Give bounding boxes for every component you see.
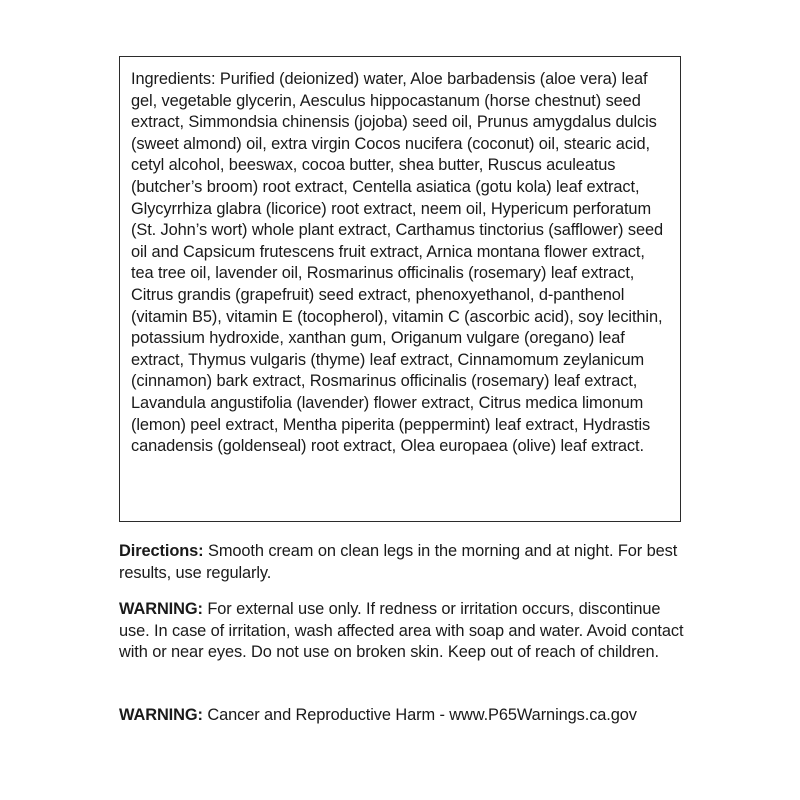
prop65-warning bbox=[119, 705, 689, 727]
directions-text: Smooth cream on clean legs in the morning and at night. For best results, use regularly. bbox=[119, 542, 678, 582]
external-use-warning bbox=[119, 599, 689, 664]
ingredients-text: Ingredients: Purified (deionized) water, Aloe barbadensis (aloe vera) leaf gel, vegetable glycerin, Aesculus hippocastanum (horse chestnut) seed extract, Simmondsia chinensis (jojoba) seed oil, Prunus amygdalus dulcis (sweet almond) oil, extra virgin Cocos nucifera (coconut) oil, stearic acid, cetyl alcohol, beeswax, cocoa butter, shea butter, Ruscus aculeatus (butcher’s broom) root extract, Centella asiatica (gotu kola) leaf extract, Glycyrrhiza glabra (licorice) root extract, neem oil, Hypericum perforatum (St. John’s wort) whole plant extract, Carthamus tinctorius (safflower) seed oil and Capsicum frutescens fruit extract, Arnica montana flower extract, tea tree oil, lavender oil, Rosmarinus officinalis (rosemary) leaf extract, Citrus grandis (grapefruit) seed extract, phenoxyethanol, d-panthenol (vitamin B5), vitamin E (tocopherol), vitamin C (ascorbic acid), soy lecithin, potassium hydroxide, xanthan gum, Origanum vulgare (oregano) leaf extract, Thymus vulgaris (thyme) leaf extract, Cinnamomum zeylanicum (cinnamon) bark extract, Rosmarinus officinalis (rosemary) leaf extract, Lavandula angustifolia (lavender) flower extract, Citrus medica limonum (lemon) peel extract, Mentha piperita (peppermint) leaf extract, Hydrastis canadensis (goldenseal) root extract, Olea europaea (olive) leaf extract. bbox=[131, 70, 663, 456]
external-use-warning-label: WARNING: bbox=[119, 600, 203, 618]
directions-section bbox=[119, 541, 689, 584]
directions-label: Directions: bbox=[119, 542, 204, 560]
ingredients-box bbox=[119, 56, 681, 522]
prop65-warning-label: WARNING: bbox=[119, 706, 203, 724]
prop65-warning-text: Cancer and Reproductive Harm - www.P65Warnings.ca.gov bbox=[207, 706, 637, 724]
external-use-warning-text: For external use only. If redness or irritation occurs, discontinue use. In case of irritation, wash affected area with soap and water. Avoid contact with or near eyes. Do not use on broken skin. Keep out of reach of children. bbox=[119, 600, 684, 662]
